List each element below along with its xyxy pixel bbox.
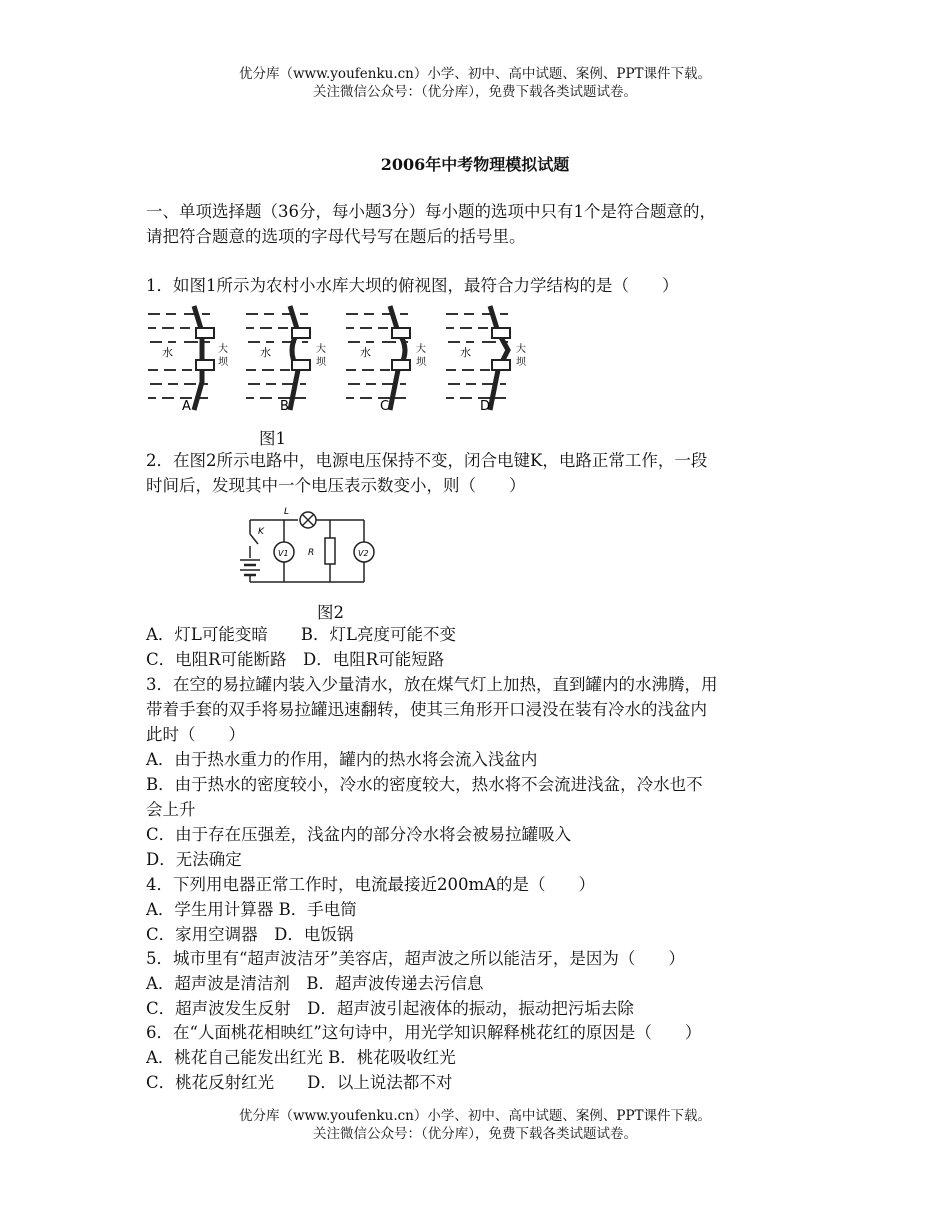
q2-stem-line-2: 时间后，发现其中一个电压表示数变小，则（ ） (146, 476, 526, 495)
q2-options-line-2: C．电阻R可能断路 D．电阻R可能短路 (146, 650, 445, 669)
q6-options-line-1: A．桃花自己能发出红光 B．桃花吸收红光 (146, 1048, 456, 1067)
figure-1-caption: 图1 (259, 429, 286, 448)
dam-option-c (346, 306, 427, 414)
q2-options-line-1: A．灯L可能变暗 B．灯L亮度可能不变 (146, 625, 456, 644)
v1-label: V1 (278, 549, 289, 558)
q6-stem: 6．在“人面桃花相映红”这句诗中，用光学知识解释桃花红的原因是（ ） (146, 1023, 702, 1042)
switch-label: K (258, 527, 264, 537)
option-label-c: C (380, 399, 390, 414)
section-intro-line-2: 请把符合题意的选项的字母代号写在题后的括号里。 (146, 227, 526, 246)
resistor-icon (325, 538, 335, 564)
q4-options-line-2: C．家用空调器 D．电饭锅 (146, 925, 354, 944)
dam-option-b (246, 306, 327, 414)
q5-options-line-2: C．超声波发生反射 D．超声波引起液体的振动，振动把污垢去除 (146, 999, 634, 1018)
footer-line-2: 关注微信公众号：（优分库），免费下载各类试题试卷。 (313, 1126, 637, 1142)
option-label-a: A (182, 399, 191, 414)
figure-2-caption: 图2 (317, 603, 344, 622)
q3-stem-line-3: 此时（ ） (146, 725, 245, 744)
svg-text:水: 水 (460, 346, 471, 359)
q5-stem: 5．城市里有“超声波洁牙”美容店，超声波之所以能洁牙，是因为（ ） (146, 949, 685, 968)
resistor-label: R (308, 548, 315, 558)
q3-option-b-line-2: 会上升 (146, 800, 196, 819)
v2-label: V2 (358, 549, 369, 558)
q2-stem-line-1: 2．在图2所示电路中，电源电压保持不变，闭合电键K，电路正常工作，一段 (146, 451, 708, 470)
q1-stem: 1．如图1所示为农村小水库大坝的俯视图，最符合力学结构的是（ ） (146, 276, 679, 295)
option-label-b: B (280, 399, 289, 414)
q4-stem: 4．下列用电器正常工作时，电流最接近200mA的是（ ） (146, 875, 596, 894)
svg-text:坝: 坝 (416, 357, 426, 368)
option-label-d: D (480, 399, 491, 414)
svg-text:坝: 坝 (218, 357, 228, 368)
q3-stem-line-1: 3．在空的易拉罐内装入少量清水，放在煤气灯上加热，直到罐内的水沸腾，用 (146, 675, 718, 694)
svg-text:坝: 坝 (516, 357, 526, 368)
page-title: 2006年中考物理模拟试题 (380, 155, 570, 174)
circuit-figure (232, 504, 392, 590)
svg-text:坝: 坝 (316, 357, 326, 368)
q5-options-line-1: A．超声波是清洁剂 B．超声波传递去污信息 (146, 974, 484, 993)
header-line-2: 关注微信公众号：（优分库），免费下载各类试题试卷。 (313, 84, 637, 100)
svg-text:水: 水 (260, 346, 271, 359)
q3-option-c: C．由于存在压强差，浅盆内的部分冷水将会被易拉罐吸入 (146, 825, 572, 844)
svg-text:大: 大 (316, 344, 326, 355)
switch-icon (250, 534, 258, 544)
q4-options-line-1: A．学生用计算器 B．手电筒 (146, 900, 357, 919)
water-label: 水 (162, 346, 173, 359)
svg-text:水: 水 (360, 346, 371, 359)
section-intro-line-1: 一、单项选择题（36分，每小题3分）每小题的选项中只有1个是符合题意的， (146, 202, 716, 221)
header-line-1: 优分库（www.youfenku.cn）小学、初中、高中试题、案例、PPT课件下载。 (238, 66, 712, 82)
q3-option-d: D．无法确定 (146, 850, 242, 869)
q3-option-b-line-1: B．由于热水的密度较小，冷水的密度较大，热水将不会流进浅盆，冷水也不 (146, 775, 703, 794)
footer-line-1: 优分库（www.youfenku.cn）小学、初中、高中试题、案例、PPT课件下载。 (238, 1108, 712, 1124)
dam-option-a (148, 306, 229, 414)
dam-figure (144, 302, 544, 420)
svg-text:大: 大 (516, 344, 526, 355)
lamp-label: L (284, 507, 290, 517)
svg-text:大: 大 (218, 344, 228, 355)
q3-option-a: A．由于热水重力的作用，罐内的热水将会流入浅盆内 (146, 750, 538, 769)
q3-stem-line-2: 带着手套的双手将易拉罐迅速翻转，使其三角形开口浸没在装有冷水的浅盆内 (146, 700, 707, 719)
dam-option-d (446, 306, 527, 414)
q6-options-line-2: C．桃花反射红光 D．以上说法都不对 (146, 1073, 453, 1092)
svg-text:大: 大 (416, 344, 426, 355)
